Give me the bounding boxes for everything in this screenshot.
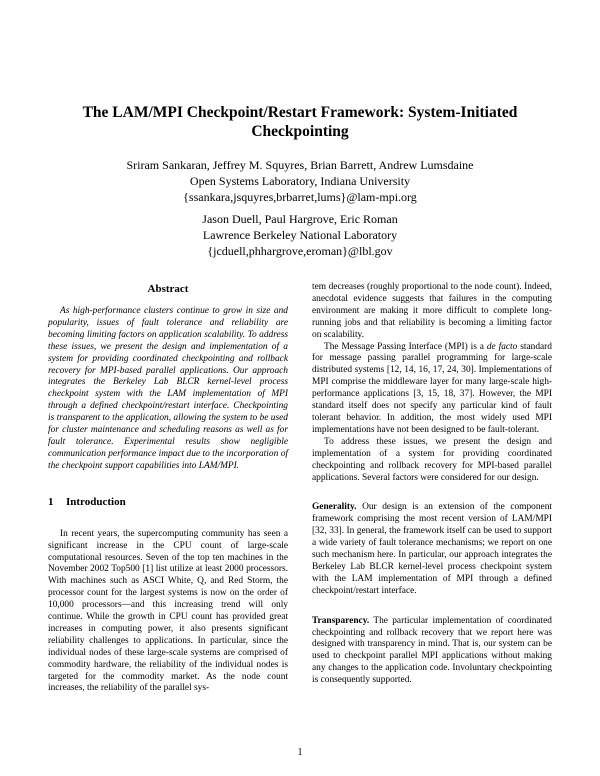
- author-affiliation-2: Lawrence Berkeley National Laboratory: [202, 228, 398, 242]
- author-block-1: [60, 157, 540, 205]
- author-block-2: [60, 211, 540, 259]
- right-column: [312, 282, 552, 687]
- left-column: [48, 282, 288, 695]
- abstract-heading: Abstract: [147, 283, 189, 295]
- generality-text: Our design is an extension of the component framework comprising the most recent version of LAM/MPI [32, 33]. In general, the framework itself can be used to support a wide variety of fault tolerance mechanisms; we report on one such mechanism here. In particular, our approach integrates the Berkeley Lab BLCR kernel-level process checkpoint system with the LAM implementation of MPI through a defined checkpoint/restart interface.: [312, 502, 552, 596]
- author-emails-2: {jcduell,phhargrove,eroman}@lbl.gov: [207, 244, 393, 258]
- section-title: Introduction: [66, 495, 126, 508]
- intro-paragraph-1-continued: tem decreases (roughly proportional to the node count). Indeed, anecdotal evidence suggests that failures in the computing environment are making it more difficult to complete long-running jobs and that reliability is becoming a limiting factor on scalability.: [312, 282, 552, 340]
- generality-paragraph: [312, 502, 552, 597]
- author-names-2: Jason Duell, Paul Hargrove, Eric Roman: [202, 212, 398, 226]
- intro-paragraph-1: In recent years, the supercomputing community has seen a significant increase in the CPU count of large-scale computational resources. Seven of the top ten machines in the November 2002 Top500 [1] list utilize at least 2000 processors. With machines such as ASCI White, Q, and Red Storm, the processor count for the largest systems is now on the order of 10,000 processors—and this increasing trend will only continue. While the growth in CPU count has provided great increases in computing power, it also presents significant reliability challenges to applications. In particular, since the individual nodes of these large-scale systems are comprised of commodity hardware, the reliability of the individual nodes is targeted for the commodity market. As the node count increases, the reliability of the parallel sys-: [48, 528, 288, 694]
- p2-text-b: standard for message passing parallel programming for large-scale distributed systems [12, 14, 16, 17, 24, 30]. Implementations of MPI comprise the middleware layer for many large-scale high-performance applications [3, 15, 18, 37]. However, the MPI standard itself does not specify any particular kind of fault tolerant behavior. In addition, the most widely used MPI implementations have not been designed to be fault-tolerant.: [312, 341, 552, 435]
- transparency-text: The particular implementation of coordinated checkpointing and rollback recovery that we report here was designed with transparency in mind. That is, our system can be used to checkpoint parallel MPI applications without making any changes to the application code. Involuntary checkpointing is consequently supported.: [312, 615, 552, 686]
- transparency-label: Transparency.: [312, 615, 370, 626]
- paper-title: [60, 103, 540, 141]
- intro-paragraph-3: To address these issues, we present the design and implementation of a system for providing coordinated checkpointing and rollback recovery for MPI-based parallel applications. Several factors were considered for our design.: [312, 436, 552, 483]
- title-line-2: Checkpointing: [251, 123, 349, 140]
- section-number: 1: [48, 495, 54, 508]
- author-affiliation-1: Open Systems Laboratory, Indiana University: [189, 174, 411, 188]
- intro-paragraph-2: [312, 342, 552, 437]
- page-number: 1: [297, 747, 303, 758]
- p2-emphasis: de facto: [486, 341, 518, 352]
- section-heading-introduction: [48, 495, 288, 509]
- p2-text-a: The Message Passing Interface (MPI) is a: [324, 341, 487, 352]
- author-names-1: Sriram Sankaran, Jeffrey M. Squyres, Brian Barrett, Andrew Lumsdaine: [126, 158, 474, 172]
- abstract-text: As high-performance clusters continue to grow in size and popularity, issues of fault tolerance and reliability are becoming limiting factors on application scalability. To address these issues, we present the design and implementation of a system for providing coordinated checkpointing and rollback recovery for MPI-based parallel applications. Our approach integrates the Berkeley Lab BLCR kernel-level process checkpoint system with the LAM implementation of MPI through a defined checkpoint/restart interface. Checkpointing is transparent to the application, allowing the system to be used for cluster maintenance and scheduling reasons as well as for fault tolerance. Experimental results show negligible communication performance impact due to the incorporation of the checkpoint support capabilities into LAM/MPI.: [48, 306, 288, 471]
- author-emails-1: {ssankara,jsquyres,brbarret,lums}@lam-mpi.org: [183, 190, 417, 204]
- transparency-paragraph: [312, 616, 552, 687]
- title-line-1: The LAM/MPI Checkpoint/Restart Framework: System-Initiated: [82, 104, 518, 121]
- generality-label: Generality.: [312, 502, 357, 513]
